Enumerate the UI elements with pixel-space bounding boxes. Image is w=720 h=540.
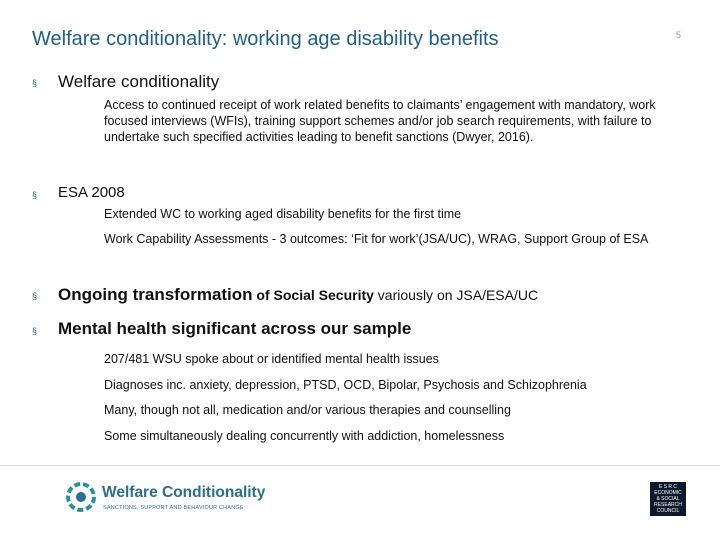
section-item: Many, though not all, medication and/or various therapies and counselling (104, 403, 511, 417)
esrc-logo-line: COUNCIL (656, 508, 680, 514)
section-item: Access to continued receipt of work related benefits to claimants’ engagement with mandatory, work focused interviews (WFIs), training support schemes and/or job search requirements, with failure to undertake such specified activities leading to benefit sanctions (Dwyer, 2016). (104, 98, 656, 144)
section-item: Some simultaneously dealing concurrently with addiction, homelessness (104, 429, 505, 443)
heading-mid-part: of Social Security (252, 287, 374, 303)
bullet-marker: § (32, 78, 38, 88)
heading-rest-part: variously on JSA/ESA/UC (373, 287, 539, 303)
welfare-conditionality-logo-icon (66, 482, 96, 512)
section-heading-esa-2008: ESA 2008 (58, 184, 125, 201)
section-heading-ongoing-transformation (58, 285, 538, 305)
section-heading-mental-health: Mental health significant across our sample (58, 319, 412, 338)
bullet-marker: § (32, 291, 38, 301)
bullet-marker: § (32, 326, 38, 336)
slide-title: Welfare conditionality: working age disability benefits (32, 28, 499, 50)
section-item: 207/481 WSU spoke about or identified mental health issues (104, 352, 439, 366)
footer-divider (0, 465, 720, 466)
bullet-marker: § (32, 190, 38, 200)
heading-bold-part: Ongoing transformation (58, 285, 253, 304)
esrc-logo-icon (650, 482, 686, 516)
slide-number: 5 (676, 30, 682, 40)
esrc-logo-line: E S R C (658, 484, 678, 490)
esrc-logo-line: ECONOMIC (654, 490, 682, 496)
footer-brand: Welfare Conditionality (102, 484, 266, 501)
esrc-logo-line: & SOCIAL (656, 496, 680, 502)
section-item: Diagnoses inc. anxiety, depression, PTSD, OCD, Bipolar, Psychosis and Schizophrenia (104, 378, 587, 392)
footer-tagline: SANCTIONS, SUPPORT AND BEHAVIOUR CHANGE (103, 505, 244, 511)
section-item: Work Capability Assessments - 3 outcomes: ‘Fit for work’(JSA/UC), WRAG, Support Group of ESA (104, 232, 649, 246)
section-heading-welfare-conditionality: Welfare conditionality (58, 72, 220, 91)
esrc-logo-line: RESEARCH (654, 502, 682, 508)
section-item: Extended WC to working aged disability benefits for the first time (104, 207, 462, 221)
